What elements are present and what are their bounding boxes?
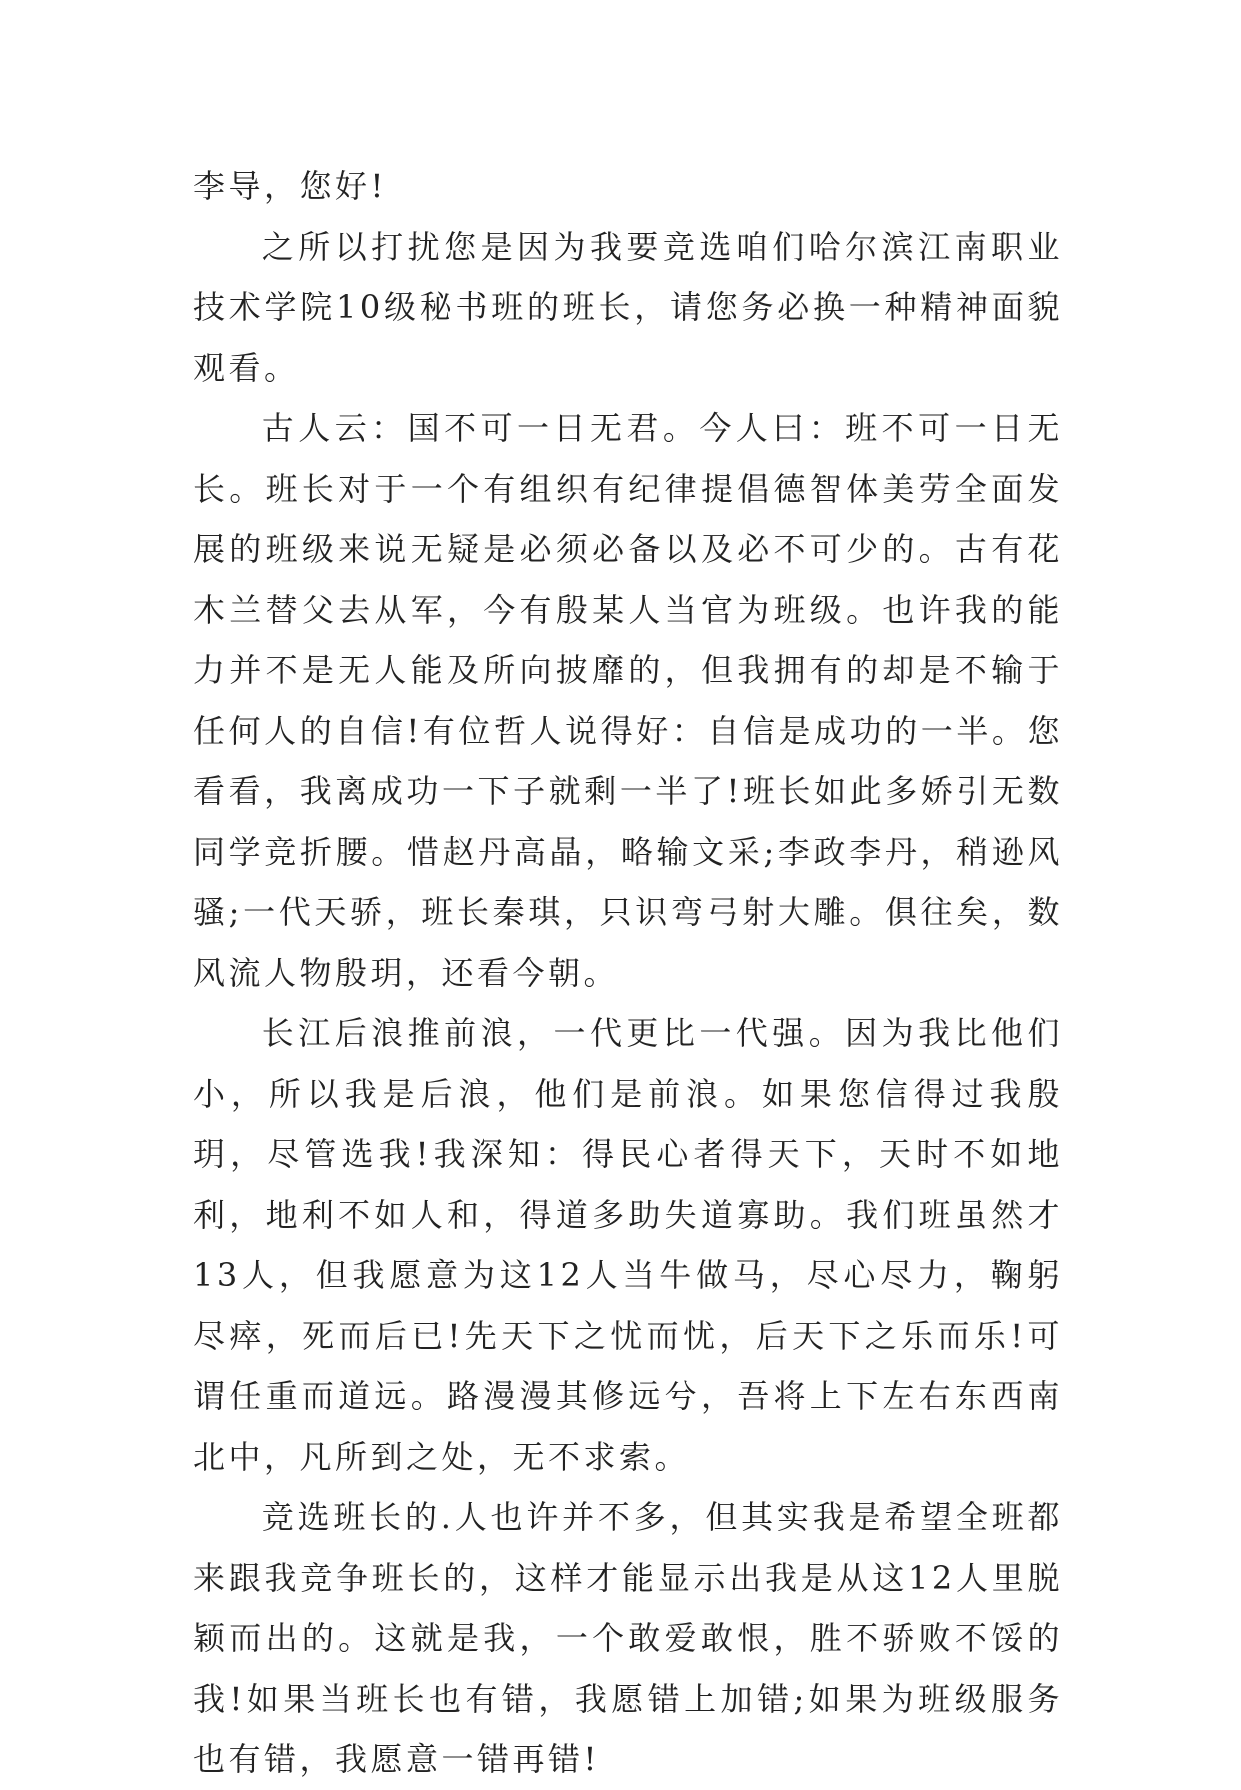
paragraph-3: 长江后浪推前浪，一代更比一代强。因为我比他们小，所以我是后浪，他们是前浪。如果您信得过我殷玥，尽管选我!我深知：得民心者得天下，天时不如地利，地利不如人和，得道多助失道寡助。我们班虽然才13人，但我愿意为这12人当牛做马，尽心尽力，鞠躬尽瘁，死而后已!先天下之忧而忧，后天下之乐而乐!可谓任重而道远。路漫漫其修远兮，吾将上下左右东西南北中，凡所到之处，无不求索。 xyxy=(193,1014,1063,1476)
paragraph-4: 竞选班长的.人也许并不多，但其实我是希望全班都来跟我竞争班长的，这样才能显示出我是从这12人里脱颖而出的。这就是我，一个敢爱敢恨，胜不骄败不馁的我!如果当班长也有错，我愿错上加错;如果为班级服务也有错，我愿意一错再错! xyxy=(193,1498,1063,1778)
salutation: 李导，您好! xyxy=(193,167,387,205)
paragraph-1: 之所以打扰您是因为我要竞选咱们哈尔滨江南职业技术学院10级秘书班的班长，请您务必换一种精神面貌观看。 xyxy=(193,227,1063,387)
letter-body xyxy=(193,156,1063,1790)
paragraph-2: 古人云：国不可一日无君。今人曰：班不可一日无长。班长对于一个有组织有纪律提倡德智体美劳全面发展的班级来说无疑是必须必备以及必不可少的。古有花木兰替父去从军，今有殷某人当官为班级。也许我的能力并不是无人能及所向披靡的，但我拥有的却是不输于任何人的自信!有位哲人说得好：自信是成功的一半。您看看，我离成功一下子就剩一半了!班长如此多娇引无数同学竞折腰。惜赵丹高晶，略输文采;李政李丹，稍逊风骚;一代天骄，班长秦琪，只识弯弓射大雕。俱往矣，数风流人物殷玥，还看今朝。 xyxy=(193,409,1063,992)
